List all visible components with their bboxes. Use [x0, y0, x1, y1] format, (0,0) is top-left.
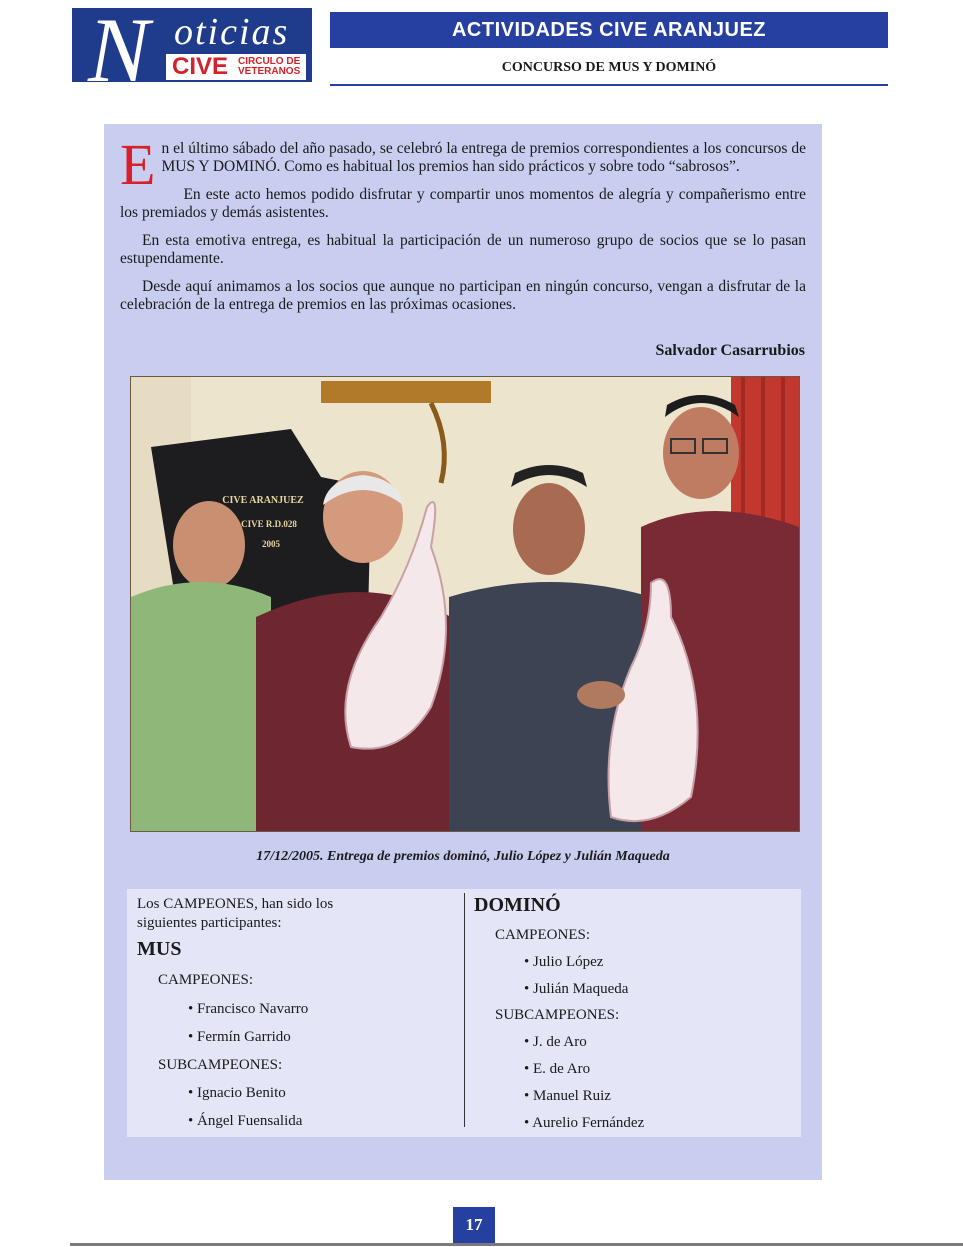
mus-champion-2: • Fermín Garrido — [188, 1028, 291, 1046]
article-title: CONCURSO DE MUS Y DOMINÓ — [501, 60, 717, 75]
mus-runner-2: • Ángel Fuensalida — [188, 1112, 302, 1130]
article-paragraph-2: En este acto hemos podido disfrutar y compartir unos momentos de alegría y compañerismo entre los premiados y demás asistentes. — [120, 186, 806, 221]
shirt-text-1: CIVE ARANJUEZ — [222, 495, 304, 506]
logo-subtitle — [238, 57, 300, 77]
header-divider — [330, 84, 888, 86]
results-intro-line2: siguientes participantes: — [137, 915, 282, 931]
logo-brand: CIVE — [172, 53, 229, 80]
domino-runners-label: SUBCAMPEONES: — [495, 1007, 620, 1023]
domino-champion-2: • Julián Maqueda — [524, 980, 628, 998]
domino-champion-1: • Julio López — [524, 953, 603, 971]
mus-champions-label: CAMPEONES: — [158, 972, 254, 988]
results-column-divider — [464, 893, 465, 1127]
photo-caption: 17/12/2005. Entrega de premios dominó, Julio López y Julián Maqueda — [256, 849, 670, 864]
article-paragraph-3: En esta emotiva entrega, es habitual la participación de un numeroso grupo de socios que se lo pasan estupendamente. — [120, 232, 806, 267]
section-title: ACTIVIDADES CIVE ARANJUEZ — [330, 12, 888, 48]
logo-subtitle-line1: CIRCULO DE — [238, 56, 301, 67]
noticias-cive-logo — [72, 0, 312, 101]
domino-runner-1: • J. de Aro — [524, 1033, 587, 1051]
footer-divider — [70, 1243, 963, 1246]
article-paragraph-4: Desde aquí animamos a los socios que aunque no participan en ningún concurso, vengan a disfrutar de la celebración de la entrega de premios en las próximas ocasiones. — [120, 278, 806, 313]
domino-heading: DOMINÓ — [474, 894, 561, 916]
article-paragraph-1 — [120, 132, 806, 197]
logo-initial: N — [88, 0, 150, 101]
domino-champions-label: CAMPEONES: — [495, 927, 591, 943]
drop-cap: E — [120, 132, 156, 197]
mus-heading: MUS — [137, 938, 182, 960]
photo-illustration — [131, 377, 799, 831]
shirt-text-2: CIVE R.D.028 — [241, 519, 297, 529]
logo-brand-strip — [166, 54, 306, 80]
logo-subtitle-line2: VETERANOS — [238, 66, 301, 77]
domino-runner-4: • Aurelio Fernández — [524, 1114, 644, 1132]
shirt-text-3: 2005 — [262, 539, 280, 549]
award-ceremony-photo — [130, 376, 800, 832]
article-author: Salvador Casarrubios — [655, 342, 805, 359]
results-intro-line1: Los CAMPEONES, han sido los — [137, 896, 334, 912]
mus-runners-label: SUBCAMPEONES: — [158, 1057, 283, 1073]
article-paragraph-1-text: n el último sábado del año pasado, se celebró la entrega de premios correspondientes a los concursos de MUS Y DOMINÓ. Como es habitual los premios han sido prácticos y sobre todo “sabrosos”. — [161, 140, 806, 175]
logo-title: oticias — [174, 11, 290, 53]
page-number: 17 — [453, 1207, 495, 1243]
mus-runner-1: • Ignacio Benito — [188, 1084, 286, 1102]
mus-champion-1: • Francisco Navarro — [188, 1000, 308, 1018]
domino-runner-2: • E. de Aro — [524, 1060, 590, 1078]
article-body — [120, 132, 806, 324]
domino-runner-3: • Manuel Ruiz — [524, 1087, 611, 1105]
